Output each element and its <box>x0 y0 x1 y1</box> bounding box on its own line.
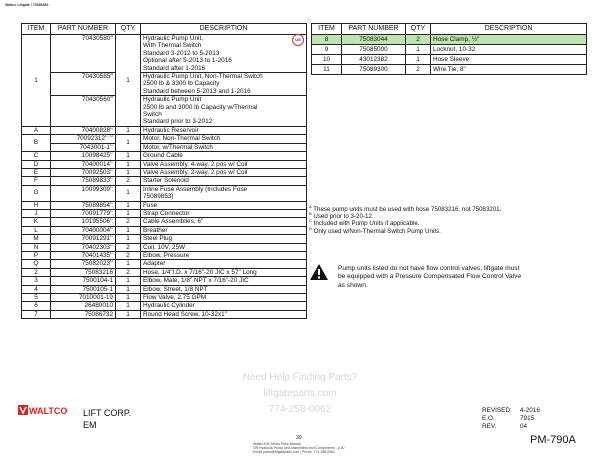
table-row <box>22 177 307 185</box>
desc-cell: Valve Assembly, 4-way, 2 pos w/ Coil <box>141 160 307 168</box>
desc-cell: Round Head Screw, 10-32x1" <box>141 310 307 318</box>
table-row <box>22 218 307 226</box>
qty-cell: 1 <box>116 226 141 234</box>
qty-cell: 1 <box>116 160 141 168</box>
footnote: $^C$ Included with Pump Units if applicable. <box>309 218 420 228</box>
desc-cell: Hydraulic Cylinder <box>141 302 307 310</box>
footnote: $^B$ Used prior to 3-20-12. <box>309 211 374 221</box>
part-cell: $70430560^B$ <box>51 96 116 127</box>
page-number: 30 <box>296 435 302 441</box>
col-part-number: PART NUMBER <box>51 24 116 35</box>
item-cell: F <box>22 177 51 185</box>
item-cell: 11 <box>312 65 342 75</box>
table-row <box>22 268 307 276</box>
part-cell: 26480010 <box>51 302 116 310</box>
item-cell: H <box>22 201 51 209</box>
qty-cell: 2 <box>116 243 141 251</box>
footnote: $^D$ Only used w/Non-Thermal Switch Pump Units. <box>309 225 441 235</box>
item-cell: 10 <box>312 55 342 65</box>
qty-cell: 1 <box>116 168 141 176</box>
qty-cell: 2 <box>116 218 141 226</box>
part-cell: $10098425^C$ <box>51 152 116 160</box>
desc-cell: Adapter <box>141 260 307 268</box>
table-row <box>312 35 587 45</box>
desc-cell: Inline Fuse Assembly (Includes Fuse 75089853) <box>141 185 307 201</box>
watermark: Need Help Finding Parts? liftgateparts.com 774-258-0062 <box>242 372 358 415</box>
item-cell: J <box>22 209 51 217</box>
desc-cell: Elbow, Street, 1/8 NPT <box>141 285 307 293</box>
part-cell: $70401435^C$ <box>51 251 116 259</box>
item-cell: 9 <box>312 45 342 55</box>
desc-cell: Motor, Non-Thermal Switch <box>141 135 307 143</box>
desc-cell: Coil, 10V, 25W <box>141 243 307 251</box>
qty-cell: 1 <box>116 126 141 134</box>
part-cell: $70091291^C$ <box>51 235 116 243</box>
col-item: ITEM <box>312 24 342 35</box>
parts-table-main <box>21 23 307 319</box>
desc-cell: Breather <box>141 226 307 234</box>
table-row <box>22 260 307 268</box>
svg-text:WALTCO: WALTCO <box>29 406 68 416</box>
desc-cell: Fuse <box>141 201 307 209</box>
col-item: ITEM <box>22 24 51 35</box>
table-row <box>22 126 307 134</box>
qty-cell: 1 <box>116 152 141 160</box>
item-cell: G <box>22 185 51 201</box>
col-qty: QTY <box>406 24 431 35</box>
warning-box <box>309 263 522 289</box>
table-row <box>22 243 307 251</box>
table-row <box>22 73 307 96</box>
desc-cell: Locknut, 10-32 <box>431 45 587 55</box>
item-cell: A <box>22 126 51 134</box>
qty-cell: 1 <box>116 185 141 201</box>
table-row <box>22 310 307 318</box>
col-description: DESCRIPTION <box>431 24 587 35</box>
item-cell: Q <box>22 260 51 268</box>
item-cell: N <box>22 243 51 251</box>
footer-text: Waltco EM Series Parts Manual OR Hydraulic Pump Unit Assemblies and Components - p.30 Email: parts@liftgateparts.com | Phone: 774-258-0062 <box>253 442 345 455</box>
table-header-row <box>22 24 307 35</box>
part-cell: 75089300 <box>342 65 406 75</box>
part-cell: $70402303^C$ <box>51 243 116 251</box>
table-row <box>22 152 307 160</box>
part-cell: 75083044 <box>342 35 406 45</box>
us-flag-icon: US <box>292 34 304 46</box>
qty-cell: 2 <box>116 251 141 259</box>
qty-cell: 1 <box>116 310 141 318</box>
part-cell: $70400004^C$ <box>51 226 116 234</box>
qty-cell: 2 <box>116 177 141 185</box>
doc-header: Waltco Liftgate / 75089384 <box>5 3 49 7</box>
revision-block: REVISED: 4-2016 E.O. 7915 REV. 04 <box>482 407 540 431</box>
document-number: PM-790A <box>530 434 576 446</box>
item-cell: D <box>22 160 51 168</box>
part-cell: $70400014^C$ <box>51 160 116 168</box>
footnote: $^A$ These pump units must be used with hose 75083216, not 75083201. <box>309 203 502 213</box>
table-row <box>22 251 307 259</box>
footnotes <box>309 203 502 235</box>
part-cell: 7500104-1 <box>51 277 116 285</box>
item-cell: L <box>22 226 51 234</box>
part-cell: 75085000 <box>342 45 406 55</box>
desc-cell: Ground Cable <box>141 152 307 160</box>
parts-table-secondary <box>311 23 587 75</box>
desc-cell: Hydraulic Reservoir <box>141 126 307 134</box>
item-cell: 1 <box>22 35 51 127</box>
qty-cell: 1 <box>116 135 141 152</box>
table-row <box>22 201 307 209</box>
table-row <box>22 168 307 176</box>
desc-cell: Hydraulic Pump Unit, Non-Thermal Switch 2500 lb & 3300 lb Capacity Standard between 5-2013 and 1-2016 <box>141 73 307 96</box>
qty-cell: 2 <box>406 65 431 75</box>
part-cell: 7010001-19 <box>51 294 116 302</box>
table-row <box>22 185 307 201</box>
table-row <box>22 135 307 143</box>
qty-cell: 1 <box>116 260 141 268</box>
warning-text: Pump units listed do not have flow control valves, liftgate must be equipped with a Pressure Compensated Flow Control Valve as shown. <box>338 265 522 289</box>
item-cell: 4 <box>22 285 51 293</box>
desc-cell: Valve Assembly, 2-way, 2 pos w/ Coil <box>141 168 307 176</box>
desc-cell: Hose Clamp, ½" <box>431 35 587 45</box>
part-cell: $70092312^{C, D}$ <box>51 135 116 143</box>
part-cell: 75086732 <box>51 310 116 318</box>
part-cell: $70430580^A$ <box>51 35 116 73</box>
item-cell: B <box>22 135 51 152</box>
item-cell: 2 <box>22 268 51 276</box>
table-row <box>22 277 307 285</box>
part-cell: $70400828^C$ <box>51 126 116 134</box>
qty-cell: 1 <box>116 201 141 209</box>
desc-cell: Elbow, Male, 1/8" NPT x 7/16"-20 JIC <box>141 277 307 285</box>
waltco-logo <box>18 403 68 417</box>
desc-cell: Hose Sleeve <box>431 55 587 65</box>
table-row <box>312 45 587 55</box>
desc-cell: Hose, 1/4"I.D. x 7/16"-20 JIC x 57" Long <box>141 268 307 276</box>
table-row <box>312 65 587 75</box>
desc-cell: Flow Valve, 2.75 GPM <box>141 294 307 302</box>
part-cell: $7043001-1^C$ <box>51 143 116 151</box>
qty-cell: 2 <box>406 35 431 45</box>
table-row <box>22 235 307 243</box>
qty-cell: 1 <box>116 302 141 310</box>
part-cell: $70092503^C$ <box>51 168 116 176</box>
col-description: DESCRIPTION <box>141 24 307 35</box>
item-cell: 7 <box>22 310 51 318</box>
table-row <box>22 294 307 302</box>
item-cell: 5 <box>22 294 51 302</box>
table-row <box>22 160 307 168</box>
qty-cell: 1 <box>406 55 431 65</box>
part-cell: $10099309^C$ <box>51 185 116 201</box>
part-cell: 7500105-1 <box>51 285 116 293</box>
item-cell: M <box>22 235 51 243</box>
waltco-logo-icon <box>18 403 68 417</box>
warning-icon <box>309 263 329 281</box>
item-cell: 6 <box>22 302 51 310</box>
table-row <box>22 226 307 234</box>
table-row <box>312 55 587 65</box>
part-cell: $75089833^C$ <box>51 177 116 185</box>
qty-cell: 1 <box>116 277 141 285</box>
qty-cell: 1 <box>116 285 141 293</box>
part-cell: $75082023^D$ <box>51 260 116 268</box>
company-name: LIFT CORP. EM <box>83 408 132 430</box>
table-row <box>22 96 307 127</box>
part-cell: $70091779^C$ <box>51 209 116 217</box>
table-header-row <box>312 24 587 35</box>
table-row <box>22 143 307 151</box>
qty-cell: 1 <box>116 209 141 217</box>
desc-cell: Starter Solenoid <box>141 177 307 185</box>
table-row <box>22 209 307 217</box>
item-cell: E <box>22 168 51 176</box>
qty-cell: 1 <box>406 45 431 55</box>
col-part-number: PART NUMBER <box>342 24 406 35</box>
desc-cell: Steel Plug <box>141 235 307 243</box>
desc-cell: Cable Assemblies, 6" <box>141 218 307 226</box>
table-row <box>22 302 307 310</box>
item-cell: C <box>22 152 51 160</box>
qty-cell: 1 <box>116 235 141 243</box>
desc-cell: Hydraulic Pump Unit 2500 lb and 3000 lb Capacity w/Thermal Switch Standard prior to 3-2012 <box>141 96 307 127</box>
item-cell: 8 <box>312 35 342 45</box>
desc-cell: Strap Connector <box>141 209 307 217</box>
item-cell: 3 <box>22 277 51 285</box>
qty-cell: 1 <box>116 35 141 127</box>
col-qty: QTY <box>116 24 141 35</box>
qty-cell: 1 <box>116 294 141 302</box>
part-cell: 75083216 <box>51 268 116 276</box>
item-cell: P <box>22 251 51 259</box>
part-cell: $70430585^A$ <box>51 73 116 96</box>
table-row <box>22 285 307 293</box>
part-cell: $10195506^C$ <box>51 218 116 226</box>
table-row <box>22 35 307 73</box>
part-cell: 43012382 <box>342 55 406 65</box>
desc-cell: Motor, w/Thermal Switch <box>141 143 307 151</box>
item-cell: K <box>22 218 51 226</box>
qty-cell: 2 <box>116 268 141 276</box>
desc-cell: Elbow, Pressure <box>141 251 307 259</box>
desc-cell: Wire Tie, 8" <box>431 65 587 75</box>
part-cell: $75089854^C$ <box>51 201 116 209</box>
desc-cell: Hydraulic Pump Unit, With Thermal Switch Standard 3-2012 to 5-2013 Optional after 5-2013 to 1-2016 Standard after 1-2016 <box>141 35 307 73</box>
